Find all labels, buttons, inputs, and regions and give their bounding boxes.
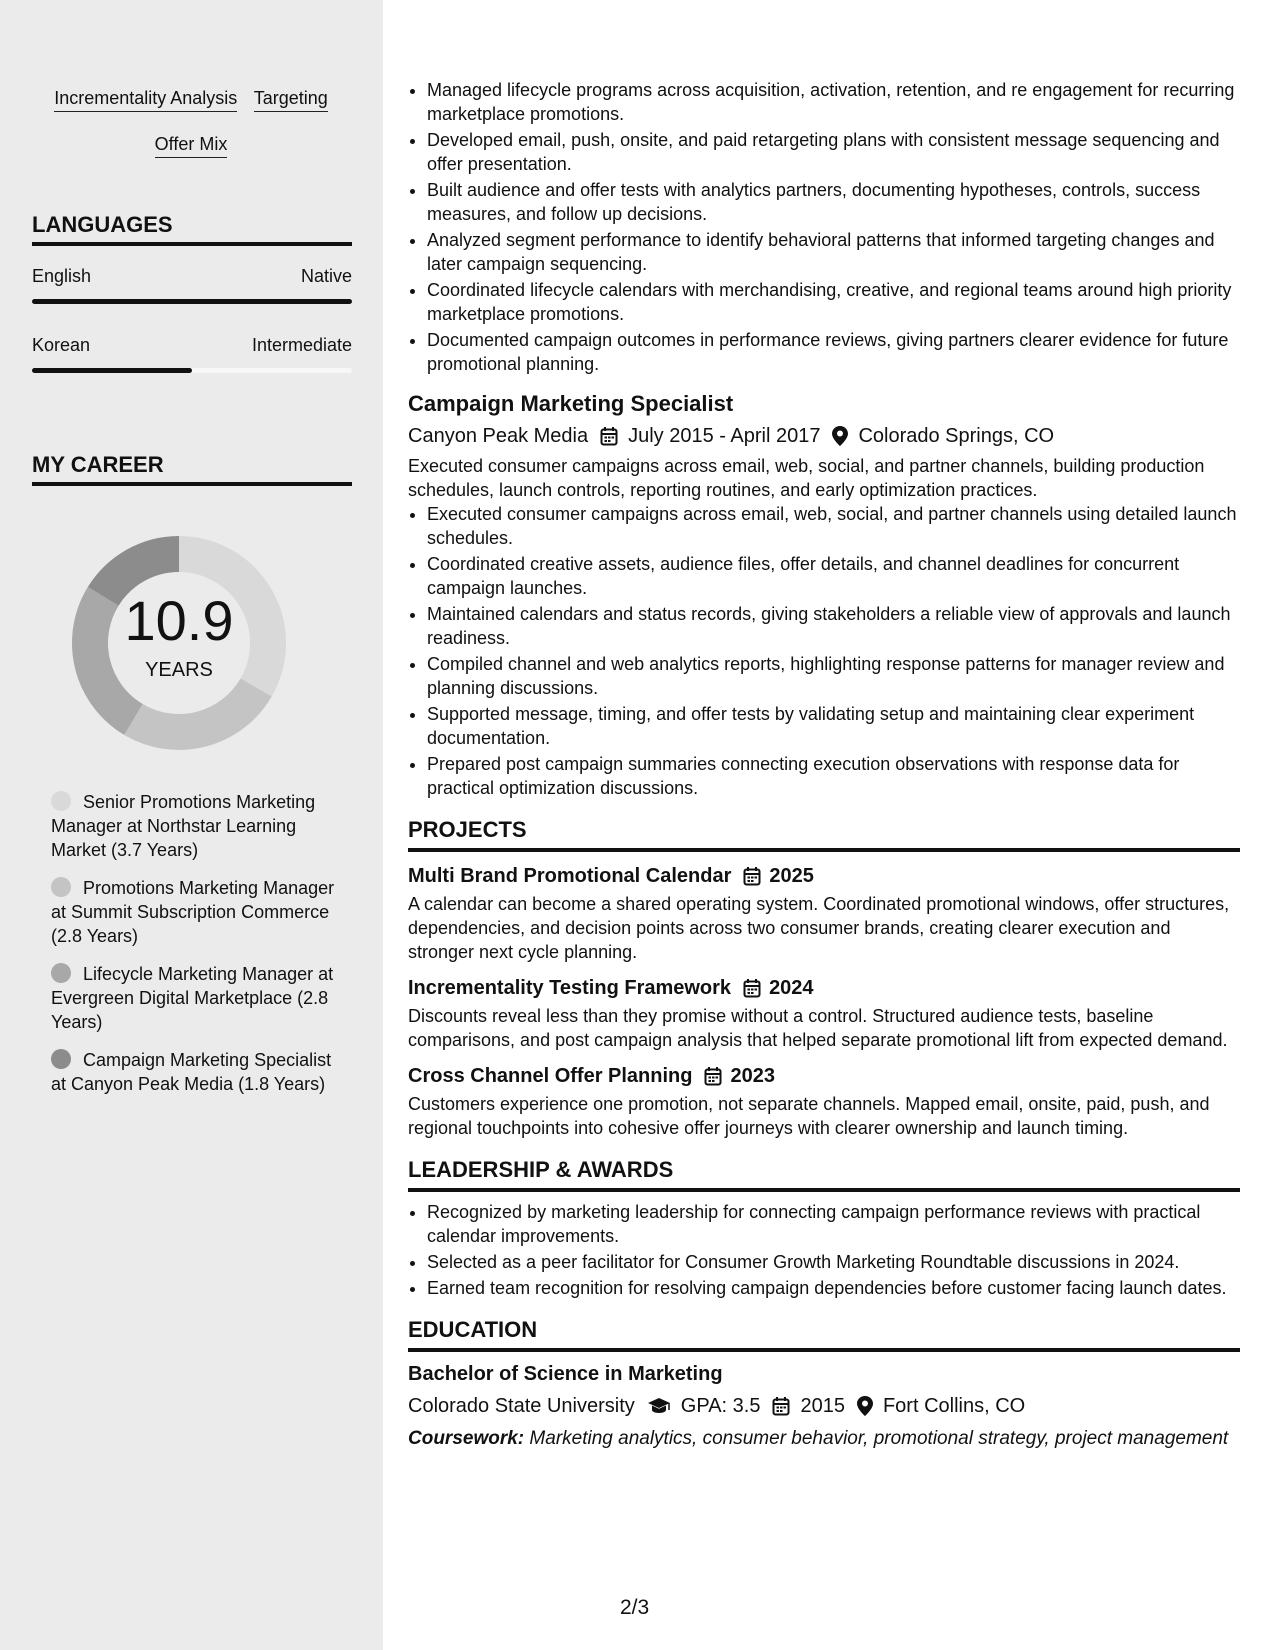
language-korean (32, 335, 352, 373)
job-company: Canyon Peak Media (408, 425, 589, 447)
leadership-heading: LEADERSHIP & AWARDS (408, 1156, 1240, 1192)
education-heading: EDUCATION (408, 1316, 1240, 1352)
project-description: Customers experience one promotion, not separate channels. Mapped email, onsite, paid, push, and regional touchpoints into cohesive offer journeys with clearer ownership and launch timing. (408, 1094, 1210, 1138)
bullet-item: • Earned team recognition for resolving campaign dependencies before customer facing launch dates. (427, 1276, 1240, 1300)
bullet-item: • Prepared post campaign summaries connecting execution observations with response data for practical optimization discussions. (427, 752, 1240, 800)
job-meta (408, 421, 1240, 451)
career-item (51, 1048, 341, 1096)
degree-title: Bachelor of Science in Marketing (408, 1363, 723, 1385)
career-heading: MY CAREER (32, 452, 352, 486)
sidebar (0, 0, 383, 1650)
graduation-year: 2015 (800, 1395, 845, 1417)
career-item-text: Promotions Marketing Manager at Summit Subscription Commerce (2.8 Years) (51, 878, 335, 946)
skill-tags (32, 86, 350, 178)
bullet-item: • Executed consumer campaigns across email, web, social, and partner channels using detailed launch schedules. (427, 502, 1240, 550)
bullet-item: • Built audience and offer tests with analytics partners, documenting hypotheses, controls, success measures, and follow up decisions. (427, 178, 1240, 226)
school-name: Colorado State University (408, 1395, 635, 1417)
project-year: 2024 (769, 977, 814, 999)
job-bullets (408, 502, 1240, 800)
career-legend-dot (51, 1049, 71, 1069)
bullet-item: • Recognized by marketing leadership for connecting campaign performance reviews with practical calendar improvements. (427, 1200, 1240, 1248)
project-item (408, 862, 1240, 964)
bullet-item: • Supported message, timing, and offer tests by validating setup and maintaining clear experiment documentation. (427, 702, 1240, 750)
career-legend-dot (51, 877, 71, 897)
map-pin-icon (832, 426, 848, 446)
project-item (408, 974, 1240, 1052)
languages-heading: LANGUAGES (32, 212, 352, 246)
project-title: Incrementality Testing Framework (408, 977, 732, 999)
job-title: Campaign Marketing Specialist (408, 391, 734, 416)
career-total-years: 10.9 (124, 589, 234, 652)
career-legend-dot (51, 791, 71, 811)
career-legend-dot (51, 963, 71, 983)
language-english (32, 266, 352, 304)
career-item (51, 962, 341, 1034)
language-level: Intermediate (251, 335, 352, 355)
language-bar (32, 368, 352, 373)
language-bar-fill (32, 368, 192, 373)
education-meta (408, 1391, 1240, 1421)
project-description: A calendar can become a shared operating system. Coordinated promotional windows, offer structures, dependencies, and decision points across two consumer brands, creating clearer execution and stronger next cycle planning. (408, 894, 1230, 962)
school-location: Fort Collins, CO (882, 1395, 1026, 1417)
career-item-text: Lifecycle Marketing Manager at Evergreen Digital Marketplace (2.8 Years) (51, 964, 334, 1032)
bullet-item: • Selected as a peer facilitator for Consumer Growth Marketing Roundtable discussions in 2024. (427, 1250, 1240, 1274)
previous-job-bullets (408, 78, 1240, 376)
bullet-item: • Coordinated lifecycle calendars with merchandising, creative, and regional teams around high priority marketplace promotions. (427, 278, 1240, 326)
bullet-item: • Coordinated creative assets, audience files, offer details, and channel deadlines for concurrent campaign launches. (427, 552, 1240, 600)
job-location: Colorado Springs, CO (858, 425, 1055, 447)
calendar-icon (600, 426, 618, 446)
bullet-item: • Analyzed segment performance to identify behavioral patterns that informed targeting changes and later campaign sequencing. (427, 228, 1240, 276)
bullet-item: • Managed lifecycle programs across acquisition, activation, retention, and re engagement for recurring marketplace promotions. (427, 78, 1240, 126)
project-title: Cross Channel Offer Planning (408, 1065, 693, 1087)
gpa: GPA: 3.5 (680, 1395, 761, 1417)
skill-tag: Offer Mix (155, 132, 228, 158)
coursework (408, 1427, 1240, 1451)
job-dates: July 2015 - April 2017 (628, 425, 821, 447)
calendar-icon (743, 866, 761, 886)
leadership-bullets (408, 1200, 1240, 1300)
career-item-text: Senior Promotions Marketing Manager at Northstar Learning Market (3.7 Years) (51, 792, 316, 860)
language-level: Native (300, 266, 352, 286)
project-title: Multi Brand Promotional Calendar (408, 865, 732, 887)
career-item (51, 876, 341, 948)
calendar-icon (704, 1066, 722, 1086)
career-donut-chart (64, 528, 294, 758)
language-bar-fill (32, 299, 352, 304)
calendar-icon (743, 978, 761, 998)
project-year: 2025 (769, 865, 814, 887)
bullet-item: • Maintained calendars and status records, giving stakeholders a reliable view of approvals and launch readiness. (427, 602, 1240, 650)
language-name: Korean (32, 335, 91, 355)
career-item-text: Campaign Marketing Specialist at Canyon Peak Media (1.8 Years) (51, 1050, 332, 1094)
job-summary: Executed consumer campaigns across email, web, social, and partner channels, building production schedules, launch controls, reporting routines, and early optimization practices. (408, 456, 1205, 500)
bullet-item: • Compiled channel and web analytics reports, highlighting response patterns for manager review and planning discussions. (427, 652, 1240, 700)
project-year: 2023 (730, 1065, 775, 1087)
project-item (408, 1062, 1240, 1140)
bullet-item: • Developed email, push, onsite, and paid retargeting plans with consistent message sequencing and offer presentation. (427, 128, 1240, 176)
bullet-item: • Documented campaign outcomes in performance reviews, giving partners clearer evidence for future promotional planning. (427, 328, 1240, 376)
language-bar (32, 299, 352, 304)
career-years-label: YEARS (145, 659, 213, 681)
language-name: English (32, 266, 92, 286)
skill-tag: Targeting (254, 86, 328, 112)
graduation-cap-icon (647, 1397, 671, 1415)
main-content (408, 78, 1240, 1451)
coursework-text: Marketing analytics, consumer behavior, promotional strategy, project management (529, 1428, 1229, 1449)
skill-tag: Incrementality Analysis (54, 86, 237, 112)
calendar-icon (772, 1396, 790, 1416)
map-pin-icon (857, 1396, 873, 1416)
career-list (51, 790, 341, 1110)
coursework-label: Coursework: (408, 1428, 525, 1449)
projects-heading: PROJECTS (408, 816, 1240, 852)
career-donut-segment (133, 688, 256, 733)
project-description: Discounts reveal less than they promise without a control. Structured audience tests, baseline comparisons, and post campaign analysis that helped separate promotional lift from expected demand. (408, 1006, 1228, 1050)
page-number: 2/3 (620, 1596, 650, 1619)
career-item (51, 790, 341, 862)
